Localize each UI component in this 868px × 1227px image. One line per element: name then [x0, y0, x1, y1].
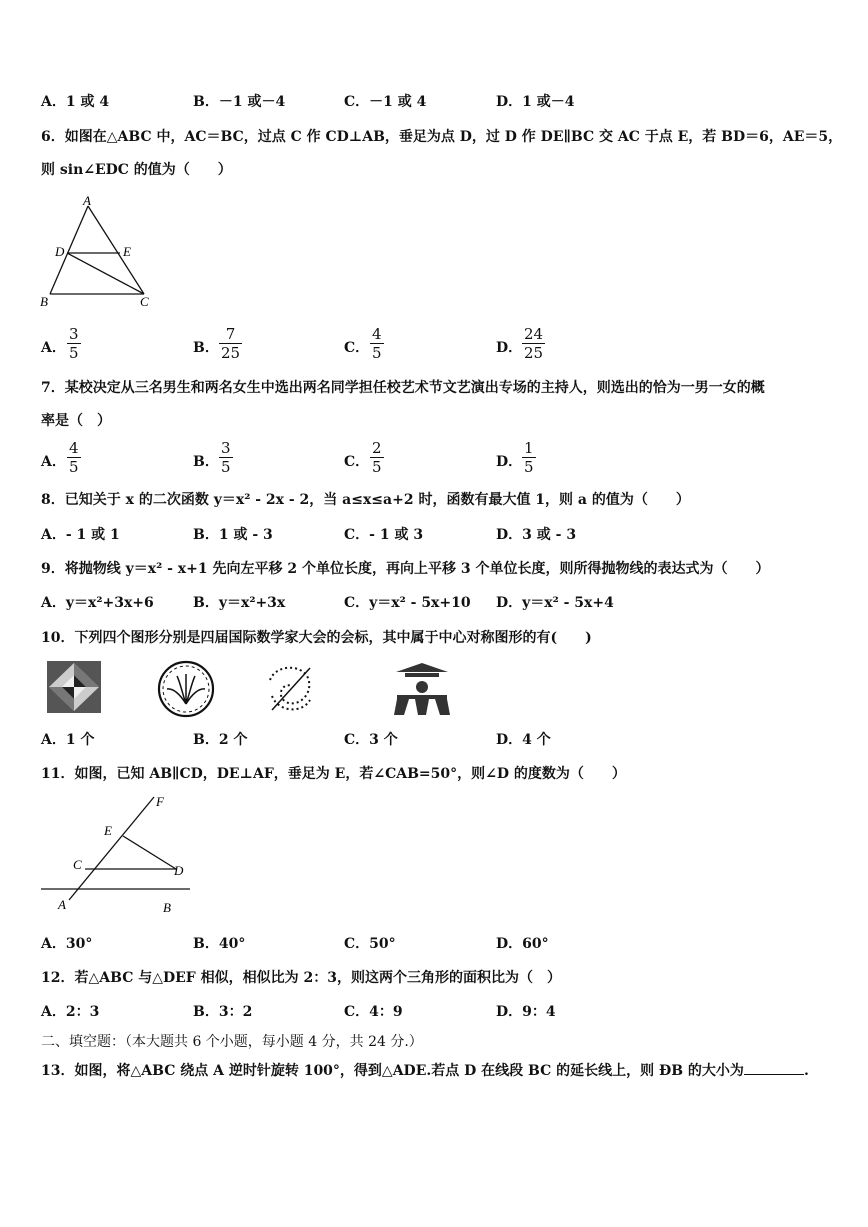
q7-option-a-fraction	[67, 439, 81, 476]
q7-option-a-letter: A．	[41, 454, 66, 470]
q7-option-d-fraction	[522, 439, 536, 476]
q11-label-c: C	[73, 857, 82, 872]
q6-option-a-fraction	[67, 325, 81, 362]
q6-label-c: C	[140, 294, 149, 309]
logo-1-square-pinwheel-icon	[46, 660, 102, 714]
q8-option-d: D．3 或 - 3	[496, 527, 577, 543]
q11-option-d: D．60°	[496, 936, 549, 952]
q6-option-d-den: 25	[524, 344, 544, 362]
q13-stem-text: 13．如图，将△ABC 绕点 A 逆时针旋转 100°，得到△ADE.若点 D 在线段 BC 的延长线上，则 ÐB 的大小为	[41, 1063, 744, 1079]
logo-3-dotted-spiral-icon	[262, 660, 318, 718]
q7-option-b-letter: B．	[193, 454, 219, 470]
q6-option-b-den: 25	[221, 344, 241, 362]
q6-option-a-den: 5	[69, 344, 79, 362]
q9-option-d: D．y＝x² - 5x+4	[496, 595, 614, 611]
q6-option-c-den: 5	[372, 344, 382, 362]
q6-option-c-num: 4	[372, 325, 382, 343]
q12-option-d: D．9：4	[496, 1004, 556, 1020]
q10-option-a: A．1 个	[41, 732, 95, 748]
q7-option-d-den: 5	[524, 458, 534, 476]
q6-option-c-fraction	[370, 325, 384, 362]
q11-label-f: F	[156, 794, 164, 809]
q7-option-a-num: 4	[69, 439, 79, 457]
q7-stem-line2: 率是（ ）	[41, 413, 111, 429]
q6-option-b-num: 7	[225, 325, 236, 343]
q7-option-b-num: 3	[221, 439, 231, 457]
q5-option-a: A．1 或 4	[41, 94, 110, 110]
q11-option-b: B．40°	[193, 936, 246, 952]
q5-option-d: D．1 或－4	[496, 94, 575, 110]
q7-option-c-den: 5	[372, 458, 382, 476]
q12-option-b: B．3：2	[193, 1004, 253, 1020]
q8-option-c: C．- 1 或 3	[344, 527, 424, 543]
q7-option-c-letter: C．	[344, 454, 370, 470]
q6-option-d-num: 24	[524, 325, 544, 343]
q12-option-a: A．2：3	[41, 1004, 100, 1020]
q11-label-b: B	[163, 900, 171, 915]
q11-label-e: E	[104, 823, 112, 838]
q11-parallel-lines-figure	[38, 792, 194, 916]
q6-option-b-fraction	[219, 325, 242, 362]
q7-option-d-num: 1	[524, 439, 534, 457]
q6-stem-line2: 则 sin∠EDC 的值为（ ）	[41, 162, 232, 178]
q13-stem-tail: .	[803, 1063, 809, 1079]
q7-option-b-den: 5	[221, 458, 231, 476]
q10-option-d: D．4 个	[496, 732, 551, 748]
q6-option-b-letter: B．	[193, 340, 219, 356]
section-2-heading: 二、填空题：（本大题共 6 个小题，每小题 4 分，共 24 分.）	[41, 1034, 423, 1050]
q12-option-c: C．4：9	[344, 1004, 403, 1020]
q6-option-d-fraction	[522, 325, 545, 362]
q7-option-a-den: 5	[69, 458, 79, 476]
q8-option-b: B．1 或 - 3	[193, 527, 273, 543]
q6-label-d: D	[55, 244, 65, 259]
logo-4-pagoda-icon	[391, 660, 453, 718]
q6-option-a-num: 3	[69, 325, 79, 343]
q11-label-d: D	[174, 863, 184, 878]
q11-option-a: A．30°	[41, 936, 93, 952]
q13-stem	[41, 1060, 809, 1080]
q6-triangle-figure	[38, 193, 158, 311]
q9-stem: 9．将抛物线 y＝x² - x+1 先向左平移 2 个单位长度，再向上平移 3 个单位长度，则所得抛物线的表达式为（ ）	[41, 561, 770, 577]
q9-option-a: A．y＝x²+3x+6	[41, 595, 154, 611]
q10-stem: 10．下列四个图形分别是四届国际数学家大会的会标，其中属于中心对称图形的有( )	[41, 630, 592, 646]
q9-option-b: B．y＝x²+3x	[193, 595, 286, 611]
q12-stem: 12．若△ABC 与△DEF 相似，相似比为 2：3，则这两个三角形的面积比为（ ）	[41, 970, 561, 986]
q9-option-c: C．y＝x² - 5x+10	[344, 595, 471, 611]
q7-stem-line1: 7．某校决定从三名男生和两名女生中选出两名同学担任校艺术节文艺演出专场的主持人，则选出的恰为一男一女的概	[41, 380, 765, 396]
q5-option-b: B．－1 或－4	[193, 94, 286, 110]
q8-option-a: A．- 1 或 1	[41, 527, 120, 543]
q5-option-c: C．－1 或 4	[344, 94, 427, 110]
q6-label-a: A	[83, 193, 91, 208]
q6-option-d-letter: D．	[496, 340, 523, 356]
q6-option-a-letter: A．	[41, 340, 66, 356]
q6-label-e: E	[123, 244, 131, 259]
q11-label-a: A	[58, 897, 66, 912]
logo-2-circle-flower-icon	[153, 660, 219, 718]
q6-option-c-letter: C．	[344, 340, 370, 356]
q8-stem: 8．已知关于 x 的二次函数 y＝x² - 2x - 2，当 a≤x≤a+2 时，函数有最大值 1，则 a 的值为（ ）	[41, 492, 690, 508]
q13-answer-blank[interactable]	[744, 1062, 804, 1075]
q7-option-c-fraction	[370, 439, 384, 476]
q7-option-d-letter: D．	[496, 454, 523, 470]
q7-option-b-fraction	[219, 439, 233, 476]
q10-option-b: B．2 个	[193, 732, 248, 748]
q11-option-c: C．50°	[344, 936, 396, 952]
q10-option-c: C．3 个	[344, 732, 398, 748]
q6-stem-line1: 6．如图在△ABC 中，AC＝BC，过点 C 作 CD⊥AB，垂足为点 D，过 D 作 DE∥BC 交 AC 于点 E，若 BD＝6，AE＝5，	[41, 129, 843, 145]
q11-stem: 11．如图，已知 AB∥CD，DE⊥AF，垂足为 E，若∠CAB=50°，则∠D 的度数为（ ）	[41, 766, 626, 782]
q6-label-b: B	[40, 294, 48, 309]
q7-option-c-num: 2	[372, 439, 382, 457]
